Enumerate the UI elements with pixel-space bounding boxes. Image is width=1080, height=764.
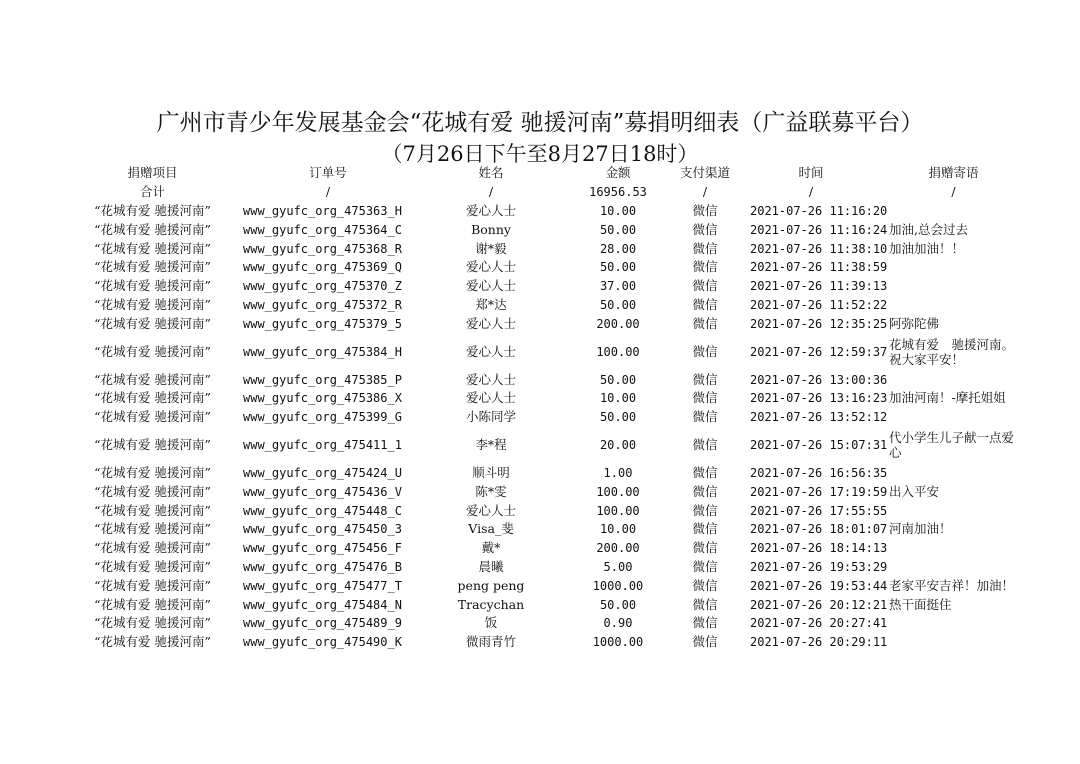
table-row (70, 296, 1020, 315)
table-row (70, 501, 1020, 520)
cell-project: “花城有爱 驰援河南” (94, 521, 211, 537)
cell-message (887, 408, 1020, 427)
cell-name: Bonny (471, 221, 511, 237)
table-row (70, 314, 1020, 333)
cell-amount: 10.00 (599, 391, 637, 406)
cell-amount: 10.00 (599, 522, 637, 537)
cell-name: 郑*达 (475, 296, 507, 312)
cell-pay: 微信 (692, 558, 718, 574)
cell-project: “花城有爱 驰援河南” (94, 483, 211, 499)
cell-amount: 0.90 (603, 616, 633, 631)
cell-project: “花城有爱 驰援河南” (94, 437, 211, 453)
cell-project: “花城有爱 驰援河南” (94, 558, 211, 574)
table-row (70, 277, 1020, 296)
header-name: 姓名 (478, 165, 504, 181)
cell-pay: 微信 (692, 296, 718, 312)
cell-order: www_gyufc_org_475372_R (243, 297, 402, 312)
cell-time: 2021-07-26 15:07:31 (750, 438, 887, 453)
cell-name: 爱心人士 (465, 202, 516, 218)
cell-message (887, 370, 1020, 389)
cell-pay: 微信 (692, 634, 718, 650)
header-amount: 金额 (605, 165, 631, 181)
cell-message: 加油加油！！ (889, 240, 965, 256)
cell-pay: 微信 (692, 596, 718, 612)
cell-time: 2021-07-26 19:53:44 (750, 578, 887, 593)
cell-time: 2021-07-26 16:56:35 (750, 465, 887, 480)
cell-time: 2021-07-26 11:39:13 (750, 279, 887, 294)
table-row (70, 239, 1020, 258)
cell-project: “花城有爱 驰援河南” (94, 315, 211, 331)
cell-amount: 100.00 (596, 484, 640, 499)
total-pay: / (702, 184, 708, 200)
table-row (70, 576, 1020, 595)
total-amount: 16956.53 (589, 185, 647, 200)
cell-project: “花城有爱 驰援河南” (94, 202, 211, 218)
cell-pay: 微信 (692, 615, 718, 631)
table-row (70, 370, 1020, 389)
cell-amount: 10.00 (599, 203, 637, 218)
cell-pay: 微信 (692, 259, 718, 275)
cell-name: 饭 (484, 615, 498, 631)
cell-project: “花城有爱 驰援河南” (94, 577, 211, 593)
cell-message: 老家平安吉祥！加油！ (889, 577, 1015, 593)
cell-time: 2021-07-26 11:38:10 (750, 241, 887, 256)
cell-project: “花城有爱 驰援河南” (94, 240, 211, 256)
cell-order: www_gyufc_org_475399_G (243, 410, 402, 425)
cell-time: 2021-07-26 11:52:22 (750, 297, 887, 312)
cell-message: 代小学生儿子献一点爱心 (889, 430, 1015, 461)
cell-amount: 20.00 (599, 438, 637, 453)
cell-time: 2021-07-26 18:01:07 (750, 522, 887, 537)
table-row (70, 482, 1020, 501)
cell-order: www_gyufc_org_475448_C (243, 503, 402, 518)
cell-amount: 28.00 (599, 241, 637, 256)
cell-message: 热干面挺住 (889, 596, 952, 612)
cell-pay: 微信 (692, 371, 718, 387)
table-row (70, 202, 1020, 221)
cell-name: 陈*雯 (475, 483, 507, 499)
cell-project: “花城有爱 驰援河南” (94, 278, 211, 294)
cell-pay: 微信 (692, 483, 718, 499)
cell-name: 戴* (481, 540, 501, 556)
cell-order: www_gyufc_org_475368_R (243, 241, 402, 256)
cell-project: “花城有爱 驰援河南” (94, 502, 211, 518)
donation-table (70, 164, 1020, 652)
cell-name: 晨曦 (478, 558, 504, 574)
cell-time: 2021-07-26 19:53:29 (750, 559, 887, 574)
table-row (70, 595, 1020, 614)
cell-time: 2021-07-26 20:12:21 (750, 597, 887, 612)
cell-project: “花城有爱 驰援河南” (94, 464, 211, 480)
cell-project: “花城有爱 驰援河南” (94, 259, 211, 275)
cell-amount: 50.00 (599, 260, 637, 275)
cell-message (887, 464, 1020, 483)
cell-pay: 微信 (692, 390, 718, 406)
cell-name: Tracychan (457, 596, 525, 612)
table-row (70, 614, 1020, 633)
document-subtitle: （7月26日下午至8月27日18时） (381, 142, 699, 166)
cell-amount: 50.00 (599, 372, 637, 387)
table-row (70, 258, 1020, 277)
total-name: / (488, 184, 494, 200)
cell-name: 微雨青竹 (465, 634, 516, 650)
header-message: 捐赠寄语 (928, 165, 979, 181)
cell-message: 加油河南！-摩托姐姐 (889, 390, 1006, 406)
cell-message (887, 539, 1020, 558)
header-pay: 支付渠道 (679, 165, 730, 181)
cell-order: www_gyufc_org_475476_B (243, 559, 402, 574)
cell-name: 顺斗明 (472, 464, 510, 480)
cell-amount: 200.00 (596, 541, 640, 556)
cell-message: 出入平安 (889, 483, 940, 499)
cell-message (887, 501, 1020, 520)
cell-project: “花城有爱 驰援河南” (94, 634, 211, 650)
cell-amount: 50.00 (599, 222, 637, 237)
cell-message (887, 202, 1020, 221)
cell-name: 爱心人士 (465, 315, 516, 331)
cell-project: “花城有爱 驰援河南” (94, 409, 211, 425)
total-row (70, 183, 1020, 202)
cell-pay: 微信 (692, 577, 718, 593)
cell-project: “花城有爱 驰援河南” (94, 390, 211, 406)
cell-order: www_gyufc_org_475384_H (243, 344, 402, 359)
cell-amount: 1000.00 (592, 578, 644, 593)
cell-name: 爱心人士 (465, 259, 516, 275)
cell-pay: 微信 (692, 343, 718, 359)
cell-pay: 微信 (692, 221, 718, 237)
header-row (70, 164, 1020, 183)
cell-pay: 微信 (692, 202, 718, 218)
cell-order: www_gyufc_org_475484_N (243, 597, 402, 612)
cell-message (887, 633, 1020, 652)
cell-name: 爱心人士 (465, 343, 516, 359)
cell-project: “花城有爱 驰援河南” (94, 343, 211, 359)
cell-pay: 微信 (692, 315, 718, 331)
cell-order: www_gyufc_org_475456_F (243, 541, 402, 556)
cell-time: 2021-07-26 13:52:12 (750, 410, 887, 425)
cell-message (887, 277, 1020, 296)
cell-order: www_gyufc_org_475370_Z (243, 279, 402, 294)
cell-amount: 50.00 (599, 597, 637, 612)
cell-time: 2021-07-26 12:35:25 (750, 316, 887, 331)
cell-pay: 微信 (692, 409, 718, 425)
table-row (70, 558, 1020, 577)
cell-pay: 微信 (692, 502, 718, 518)
table-row (70, 408, 1020, 427)
cell-order: www_gyufc_org_475477_T (243, 578, 402, 593)
cell-amount: 100.00 (596, 503, 640, 518)
total-order: / (325, 184, 331, 200)
cell-time: 2021-07-26 11:16:24 (750, 222, 887, 237)
cell-order: www_gyufc_org_475450_3 (243, 522, 402, 537)
cell-project: “花城有爱 驰援河南” (94, 540, 211, 556)
cell-name: 爱心人士 (465, 390, 516, 406)
cell-name: 爱心人士 (465, 502, 516, 518)
cell-order: www_gyufc_org_475385_P (243, 372, 402, 387)
cell-name: 爱心人士 (465, 278, 516, 294)
cell-message (887, 258, 1020, 277)
cell-amount: 37.00 (599, 279, 637, 294)
document-title: 广州市青少年发展基金会“花城有爱 驰援河南”募捐明细表（广益联募平台） (156, 110, 924, 136)
cell-order: www_gyufc_org_475411_1 (243, 438, 402, 453)
cell-order: www_gyufc_org_475379_5 (243, 316, 402, 331)
cell-time: 2021-07-26 20:27:41 (750, 616, 887, 631)
cell-name: 小陈同学 (465, 409, 516, 425)
cell-time: 2021-07-26 11:38:59 (750, 260, 887, 275)
cell-project: “花城有爱 驰援河南” (94, 221, 211, 237)
cell-message (887, 614, 1020, 633)
cell-message: 花城有爱 驰援河南。祝大家平安！ (889, 336, 1015, 367)
cell-order: www_gyufc_org_475363_H (243, 203, 402, 218)
cell-amount: 5.00 (603, 559, 633, 574)
cell-order: www_gyufc_org_475364_C (243, 222, 402, 237)
cell-order: www_gyufc_org_475489_9 (243, 616, 402, 631)
cell-amount: 1000.00 (592, 635, 644, 650)
cell-message (887, 296, 1020, 315)
table-row (70, 220, 1020, 239)
cell-pay: 微信 (692, 521, 718, 537)
total-time: / (808, 184, 814, 200)
table-row (70, 464, 1020, 483)
cell-order: www_gyufc_org_475369_Q (243, 260, 402, 275)
cell-order: www_gyufc_org_475386_X (243, 391, 402, 406)
total-message: / (951, 184, 956, 200)
cell-project: “花城有爱 驰援河南” (94, 371, 211, 387)
table-row (70, 389, 1020, 408)
header-project: 捐赠项目 (127, 165, 178, 181)
table-row (70, 520, 1020, 539)
cell-project: “花城有爱 驰援河南” (94, 596, 211, 612)
total-label: 合计 (139, 184, 165, 200)
cell-order: www_gyufc_org_475436_V (243, 484, 402, 499)
table-row (70, 427, 1020, 464)
cell-pay: 微信 (692, 437, 718, 453)
cell-pay: 微信 (692, 240, 718, 256)
cell-message (887, 558, 1020, 577)
cell-order: www_gyufc_org_475490_K (243, 635, 402, 650)
cell-name: 爱心人士 (465, 371, 516, 387)
cell-message: 阿弥陀佛 (889, 315, 940, 331)
cell-order: www_gyufc_org_475424_U (243, 465, 402, 480)
table-row (70, 333, 1020, 370)
cell-amount: 200.00 (596, 316, 640, 331)
cell-time: 2021-07-26 18:14:13 (750, 541, 887, 556)
cell-amount: 1.00 (603, 465, 633, 480)
cell-pay: 微信 (692, 464, 718, 480)
cell-time: 2021-07-26 11:16:20 (750, 203, 887, 218)
cell-time: 2021-07-26 17:55:55 (750, 503, 887, 518)
table-row (70, 633, 1020, 652)
cell-name: peng peng (457, 577, 525, 593)
cell-project: “花城有爱 驰援河南” (94, 615, 211, 631)
cell-message: 河南加油！ (889, 521, 952, 537)
cell-amount: 100.00 (596, 344, 640, 359)
table-row (70, 539, 1020, 558)
cell-name: 李*程 (475, 437, 507, 453)
cell-name: 谢*毅 (475, 240, 507, 256)
cell-pay: 微信 (692, 540, 718, 556)
cell-amount: 50.00 (599, 297, 637, 312)
cell-name: Visa_斐 (468, 521, 514, 537)
cell-amount: 50.00 (599, 410, 637, 425)
header-order: 订单号 (309, 165, 347, 181)
cell-time: 2021-07-26 13:00:36 (750, 372, 887, 387)
cell-time: 2021-07-26 20:29:11 (750, 635, 887, 650)
header-time: 时间 (798, 165, 824, 181)
cell-time: 2021-07-26 12:59:37 (750, 344, 887, 359)
cell-project: “花城有爱 驰援河南” (94, 296, 211, 312)
cell-message: 加油,总会过去 (889, 221, 968, 237)
cell-time: 2021-07-26 13:16:23 (750, 391, 887, 406)
cell-pay: 微信 (692, 278, 718, 294)
cell-time: 2021-07-26 17:19:59 (750, 484, 887, 499)
